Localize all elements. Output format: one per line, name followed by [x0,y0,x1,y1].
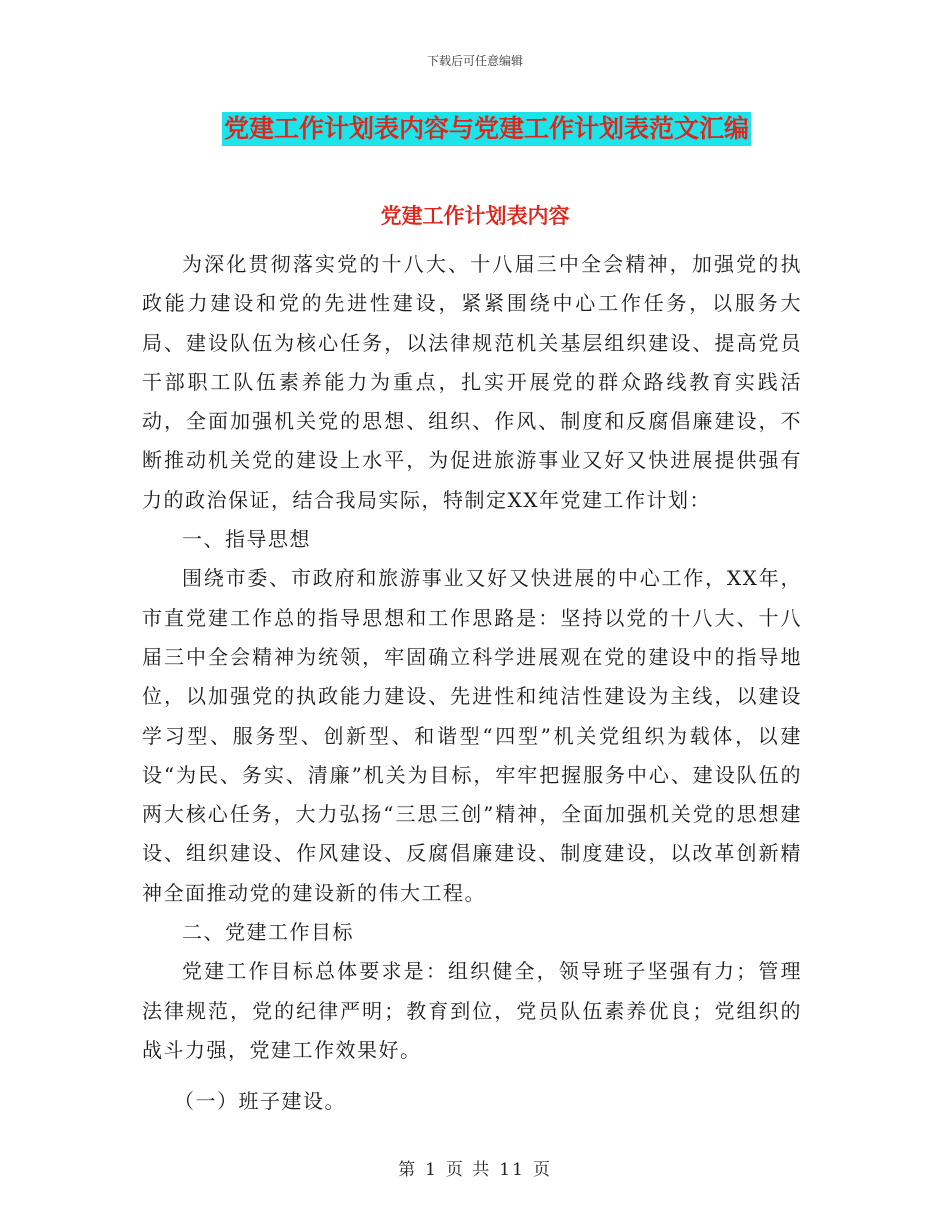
subheading-team-building: （一）班子建设。 [174,1089,346,1114]
header-note: 下载后可任意编辑 [426,54,523,68]
section-title: 党建工作计划表内容 [380,203,570,228]
heading-work-goals: 二、党建工作目标 [182,920,354,945]
paragraph-work-goals: 党建工作目标总体要求是：组织健全，领导班子坚强有力；管理法律规范，党的纪律严明；教育到位，党员队伍素养优良；党组织的战斗力强，党建工作效果好。 [142,959,802,1062]
footer-mid: 页 共 [445,1160,492,1180]
document-title: 党建工作计划表内容与党建工作计划表范文汇编 [222,112,751,146]
paragraph-intro: 为深化贯彻落实党的十八大、十八届三中全会精神，加强党的执政能力建设和党的先进性建设，紧紧围绕中心工作任务，以服务大局、建设队伍为核心任务，以法律规范机关基层组织建设、提高党员干部职工队伍素养能力为重点，扎实开展党的群众路线教育实践活动，全面加强机关党的思想、组织、作风、制度和反腐倡廉建设，不断推动机关党的建设上水平，为促进旅游事业又好又快进展提供强有力的政治保证，结合我局实际，特制定XX年党建工作计划： [142,252,802,512]
footer-page-number: 1 [425,1160,438,1180]
footer-total-pages: 11 [499,1160,525,1180]
page-footer [0,1155,950,1180]
heading-guiding-thought: 一、指导思想 [182,527,311,552]
footer-prefix: 第 [398,1160,418,1180]
document-body [142,245,802,1122]
footer-suffix: 页 [532,1160,552,1180]
paragraph-guiding-thought: 围绕市委、市政府和旅游事业又好又快进展的中心工作，XX年，市直党建工作总的指导思想和工作思路是：坚持以党的十八大、十八届三中全会精神为统领，牢固确立科学进展观在党的建设中的指导地位，以加强党的执政能力建设、先进性和纯洁性建设为主线，以建设学习型、服务型、创新型、和谐型“四型”机关党组织为载体，以建设“为民、务实、清廉”机关为目标，牢牢把握服务中心、建设队伍的两大核心任务，大力弘扬“三思三创”精神，全面加强机关党的思想建设、组织建设、作风建设、反腐倡廉建设、制度建设，以改革创新精神全面推动党的建设新的伟大工程。 [142,566,802,905]
